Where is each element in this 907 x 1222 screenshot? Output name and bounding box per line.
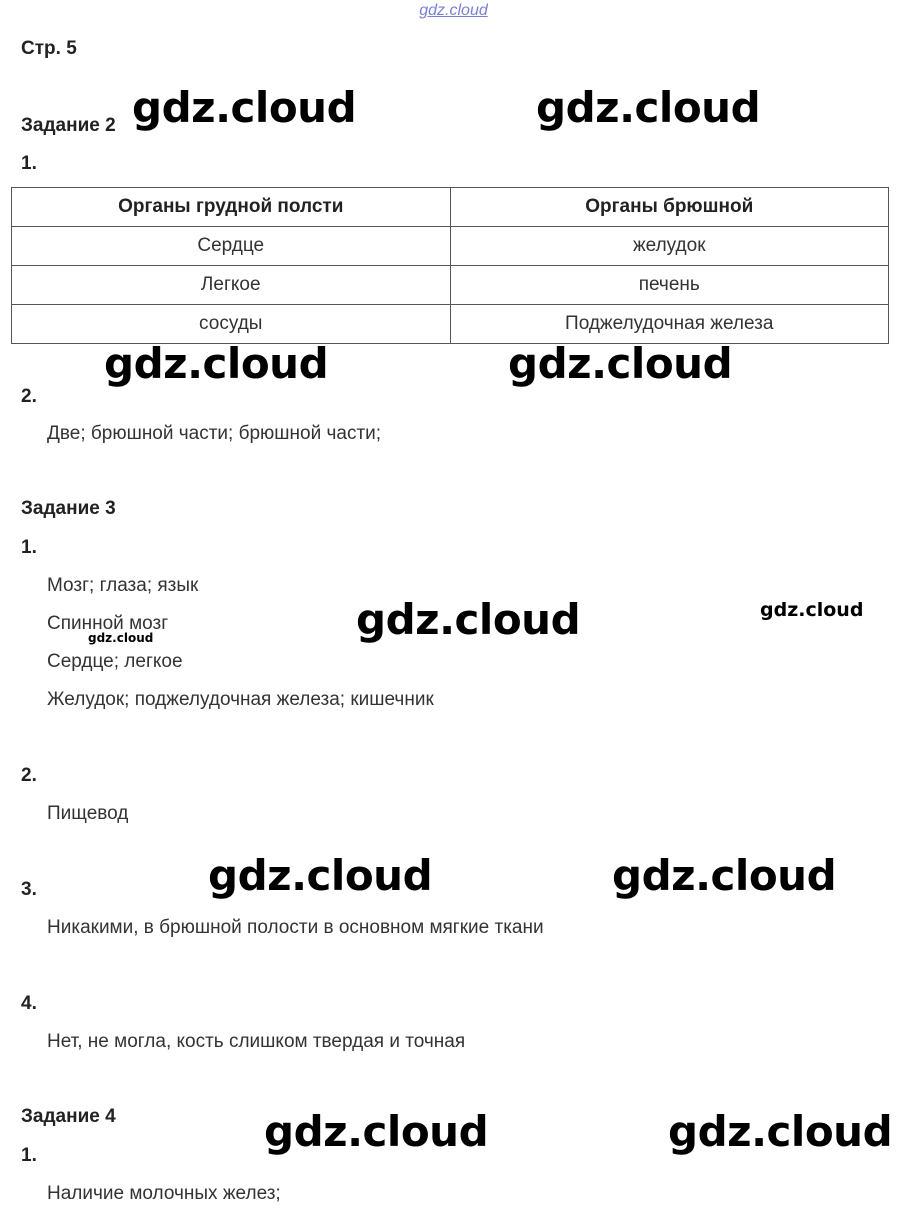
task2-item1-number: 1. — [21, 153, 37, 174]
table-header-cell: Органы грудной полсти — [12, 188, 451, 227]
table-cell: Легкое — [12, 266, 451, 305]
task3-item4-answer: Нет, не могла, кость слишком твердая и точная — [47, 1031, 466, 1052]
table-cell: Сердце — [12, 227, 451, 266]
table-header-cell: Органы брюшной — [450, 188, 889, 227]
watermark: gdz.cloud — [264, 1107, 489, 1156]
page-number: Стр. 5 — [21, 38, 77, 59]
task3-item3-answer: Никакими, в брюшной полости в основном мягкие ткани — [47, 917, 544, 938]
task3-item1-line: Желудок; поджелудочная железа; кишечник — [47, 689, 434, 710]
table-row — [12, 305, 889, 344]
watermark-tiny: gdz.cloud — [88, 631, 154, 645]
task3-item1-line: Мозг; глаза; язык — [47, 575, 199, 596]
watermark: gdz.cloud — [668, 1107, 893, 1156]
task2-item2-answer: Две; брюшной части; брюшной части; — [47, 423, 382, 444]
table-header-row — [12, 188, 889, 227]
task3-item2-number: 2. — [21, 765, 37, 786]
task3-item2-answer: Пищевод — [47, 803, 129, 824]
table-row — [12, 266, 889, 305]
table-cell: Поджелудочная железа — [450, 305, 889, 344]
task4-item1-answer: Наличие молочных желез; — [47, 1183, 281, 1204]
task2-title: Задание 2 — [21, 115, 116, 136]
table-cell: печень — [450, 266, 889, 305]
table-cell: желудок — [450, 227, 889, 266]
task2-item2-number: 2. — [21, 386, 37, 407]
organs-table — [11, 187, 889, 344]
task3-item4-number: 4. — [21, 993, 37, 1014]
watermark: gdz.cloud — [356, 595, 581, 644]
task4-title: Задание 4 — [21, 1106, 116, 1127]
task3-title: Задание 3 — [21, 498, 116, 519]
watermark: gdz.cloud — [104, 339, 329, 388]
watermark: gdz.cloud — [536, 83, 761, 132]
task3-item1-number: 1. — [21, 537, 37, 558]
watermark: gdz.cloud — [508, 339, 733, 388]
watermark: gdz.cloud — [132, 83, 357, 132]
watermark-top[interactable]: gdz.cloud — [419, 2, 488, 19]
watermark: gdz.cloud — [208, 851, 433, 900]
task3-item3-number: 3. — [21, 879, 37, 900]
watermark-side: gdz.cloud — [760, 599, 864, 621]
task4-item1-number: 1. — [21, 1145, 37, 1166]
watermark: gdz.cloud — [612, 851, 837, 900]
table-cell: сосуды — [12, 305, 451, 344]
task3-item1-line: Спинной мозг — [47, 613, 169, 634]
table-row — [12, 227, 889, 266]
task3-item1-line: Сердце; легкое — [47, 651, 183, 672]
